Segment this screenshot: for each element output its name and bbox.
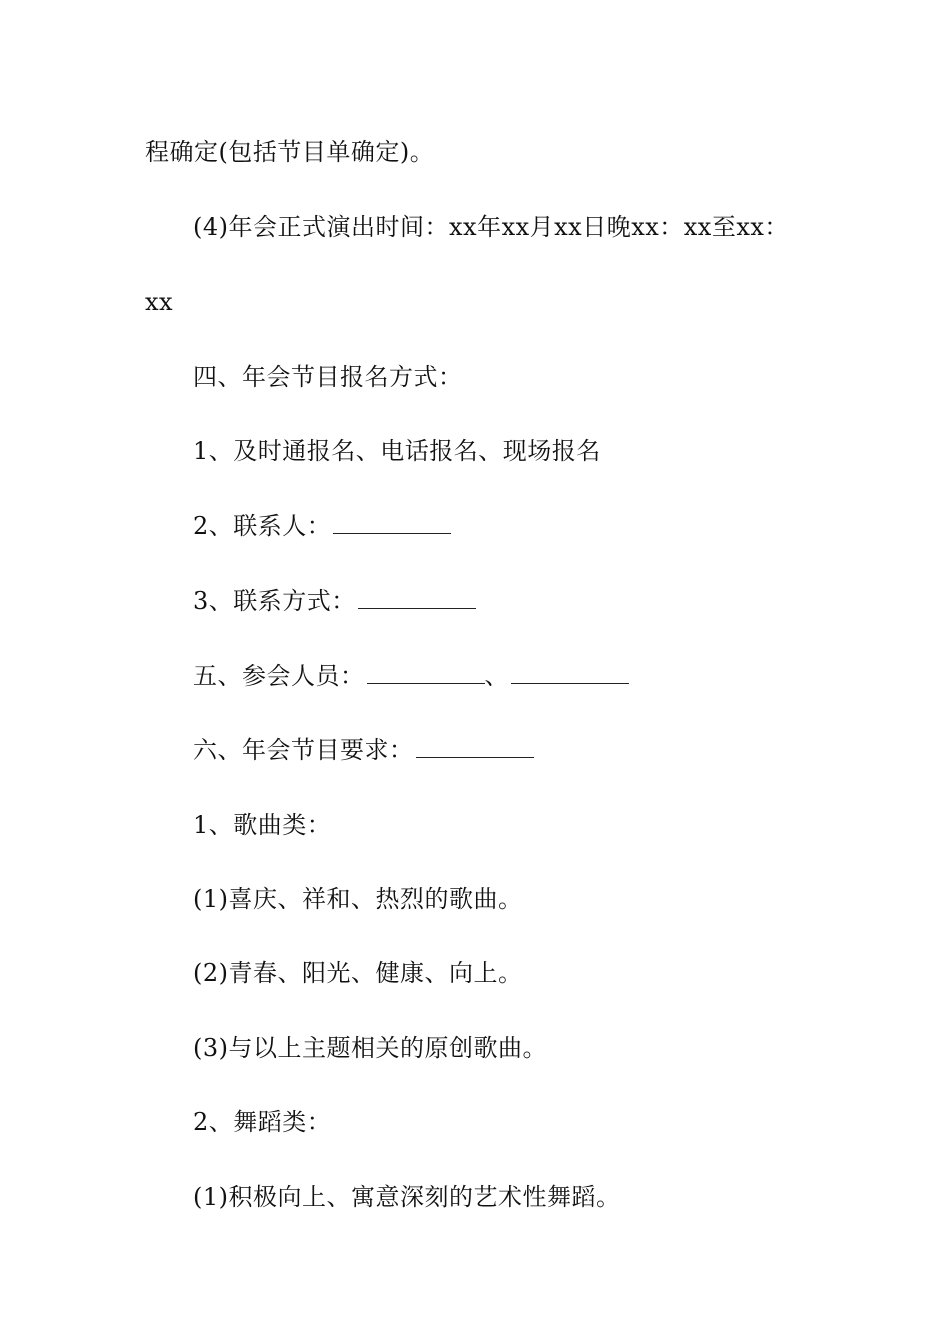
paragraph-text: 2、舞蹈类： <box>193 1108 332 1136</box>
section-heading-requirements <box>193 735 534 765</box>
paragraph-text: xx <box>145 288 174 316</box>
performance-time-line <box>193 212 789 242</box>
fill-in-blank <box>511 663 629 684</box>
fill-in-blank <box>367 663 485 684</box>
paragraph-text: (1)喜庆、祥和、热烈的歌曲。 <box>193 885 523 913</box>
section-heading-attendees <box>193 661 629 691</box>
dance-requirement-1 <box>193 1182 621 1212</box>
category-songs <box>193 810 331 840</box>
performance-time-continuation <box>145 287 173 317</box>
paragraph-text: 1、歌曲类： <box>193 811 332 839</box>
heading-text: 四、年会节目报名方式： <box>193 363 463 391</box>
song-requirement-2 <box>193 958 523 988</box>
song-requirement-3 <box>193 1033 547 1063</box>
paragraph-text: 程确定(包括节目单确定)。 <box>145 138 435 166</box>
paragraph-text: 1、及时通报名、电话报名、现场报名 <box>193 437 601 465</box>
fill-in-blank <box>416 737 534 758</box>
heading-text: 五、参会人员： <box>193 662 365 690</box>
fill-in-blank <box>358 588 476 609</box>
paragraph-text: (3)与以上主题相关的原创歌曲。 <box>193 1034 547 1062</box>
paragraph-text: 2、联系人： <box>193 512 332 540</box>
song-requirement-1 <box>193 884 523 914</box>
heading-text: 六、年会节目要求： <box>193 736 414 764</box>
paragraph-continuation <box>145 137 434 167</box>
paragraph-text: 3、联系方式： <box>193 587 356 615</box>
registration-methods <box>193 436 601 466</box>
fill-in-blank <box>333 513 451 534</box>
section-heading-registration <box>193 362 463 392</box>
paragraph-text: (1)积极向上、寓意深刻的艺术性舞蹈。 <box>193 1183 621 1211</box>
contact-person-line <box>193 511 451 541</box>
category-dance <box>193 1107 331 1137</box>
paragraph-text: (4)年会正式演出时间：xx年xx月xx日晚xx：xx至xx： <box>193 213 789 241</box>
separator-text: 、 <box>484 662 509 690</box>
paragraph-text: (2)青春、阳光、健康、向上。 <box>193 959 523 987</box>
contact-method-line <box>193 586 476 616</box>
